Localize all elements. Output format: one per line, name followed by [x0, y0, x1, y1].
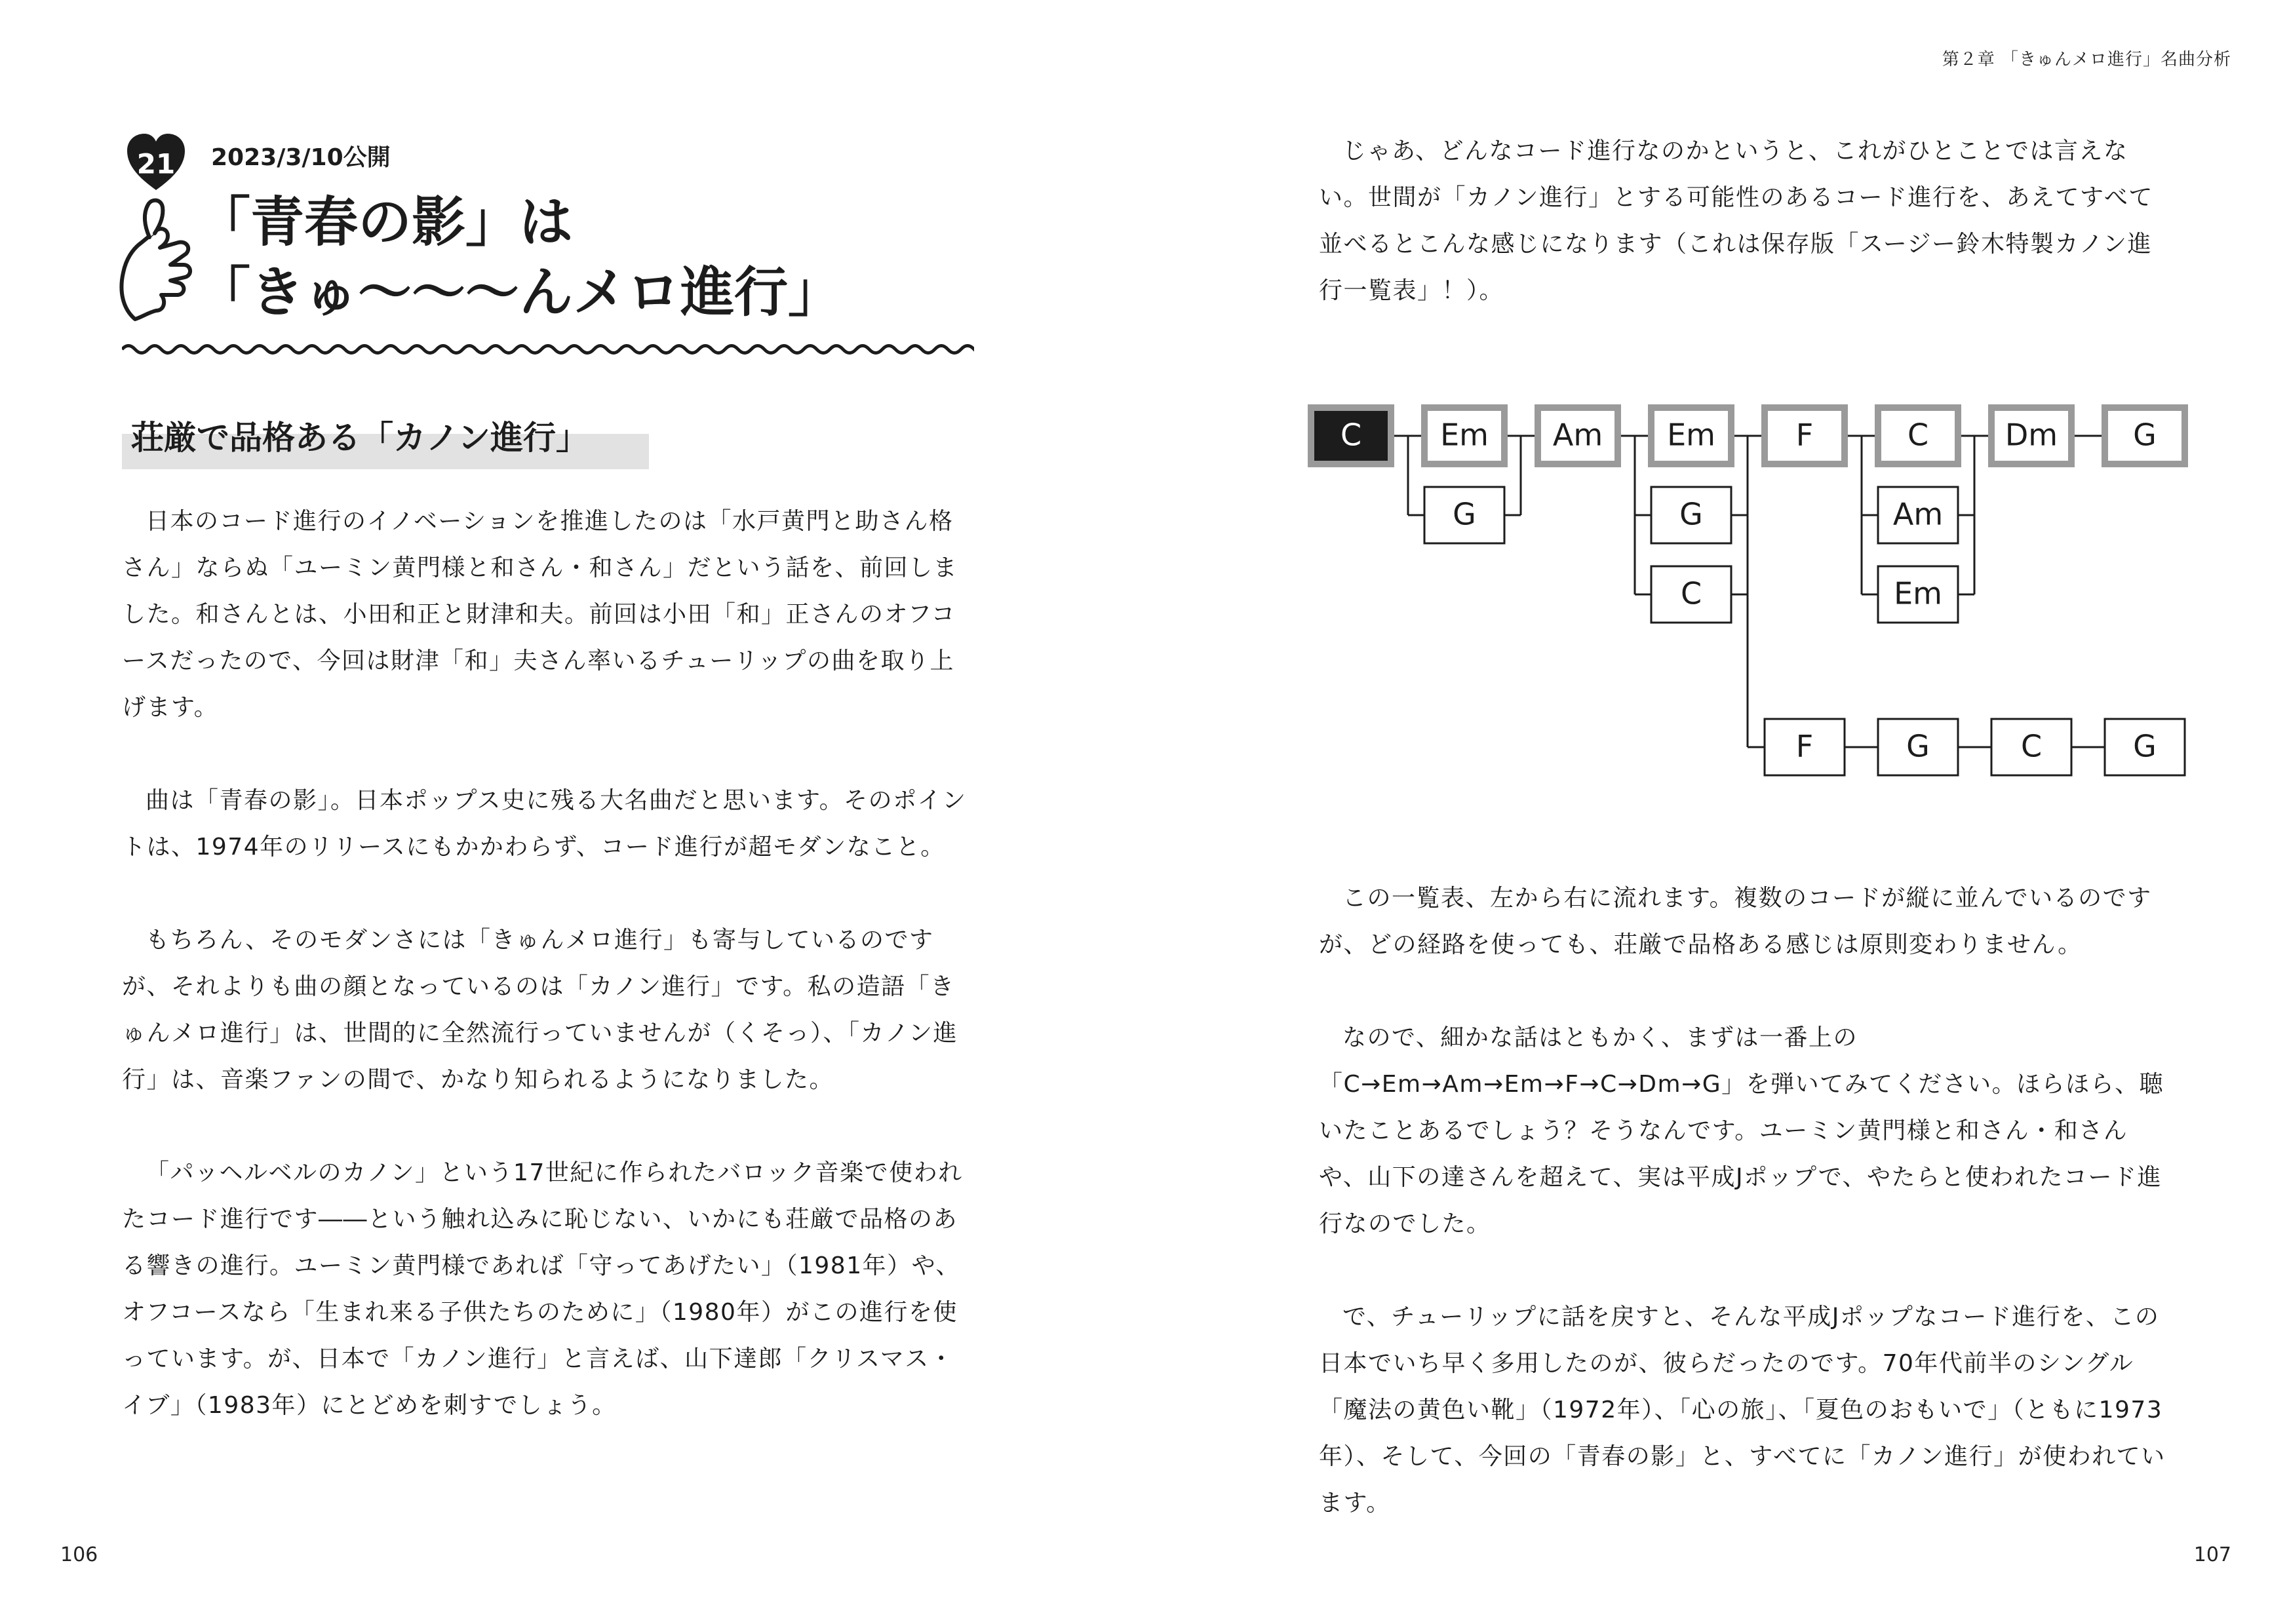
chord-label: Dm [2005, 417, 2058, 453]
running-head: 第２章 「きゅんメロ進行」名曲分析 [1942, 50, 2231, 69]
chord-label: G [1453, 496, 1476, 532]
canon-progression-chart [1304, 401, 2189, 781]
chord-label: Am [1892, 496, 1944, 532]
page-number-left: 106 [60, 1543, 98, 1566]
finger-heart-hand-icon [115, 191, 202, 322]
chord-label: Em [1667, 417, 1715, 453]
chord-label: C [1907, 417, 1929, 453]
publication-date: 2023/3/10公開 [211, 144, 391, 171]
paragraph: この一覧表、左から右に流れます。複数のコードが縦に並んでいるのですが、どの経路を使っても、荘厳で品格ある感じは原則変わりません。 [1319, 885, 2152, 958]
section-subhead: 荘厳で品格ある「カノン進行」 [131, 418, 589, 457]
heart-badge [125, 131, 187, 194]
left-body-text [122, 498, 977, 1475]
chord-label: G [1679, 496, 1703, 532]
paragraph: じゃあ、どんなコード進行なのかというと、これがひとことでは言えない。世間が「カノン進行」とする可能性のあるコード進行を、あえてすべて並べるとこんな感じになります（これは保存版「スージー鈴木特製カノン進行一覧表」！）。 [1319, 138, 2153, 304]
paragraph: もちろん、そのモダンさには「きゅんメロ進行」も寄与しているのですが、それよりも曲の顔となっているのは「カノン進行」です。私の造語「きゅんメロ進行」は、世間的に全然流行っていませんが（くそっ）、「カノン進行」は、音楽ファンの間で、かなり知られるようになりました。 [122, 927, 958, 1093]
page-number-right: 107 [2193, 1543, 2231, 1566]
paragraph: 「パッヘルベルのカノン」という17世紀に作られたバロック音楽で使われたコード進行です――という触れ込みに恥じない、いかにも荘厳で品格のある響きの進行。ユーミン黄門様であれば「守ってあげたい」（1981年）や、オフコースなら「生まれ来る子供たちのために」（1980年）がこの進行を使っています。が、日本で「カノン進行」と言えば、山下達郎「クリスマス・イブ」（1983年）にとどめを刺すでしょう。 [122, 1159, 963, 1419]
title-line-1: 「青春の影」は [197, 191, 574, 254]
chord-label: G [2133, 417, 2157, 453]
wavy-divider [122, 341, 974, 358]
chord-label: Am [1552, 417, 1603, 453]
right-body-text [1319, 875, 2174, 1573]
chord-label: C [2020, 728, 2043, 764]
paragraph: 日本のコード進行のイノベーションを推進したのは「水戸黄門と助さん格さん」ならぬ「ユーミン黄門様と和さん・和さん」だという話を、前回しました。和さんとは、小田和正と財津和夫。前回は小田「和」正さんのオフコースだったので、今回は財津「和」夫さん率いるチューリップの曲を取り上げます。 [122, 508, 958, 721]
chord-label: Em [1894, 575, 1942, 611]
chord-label: C [1680, 575, 1702, 611]
badge-number: 21 [136, 147, 176, 180]
chord-label: G [1906, 728, 1930, 764]
paragraph: なので、細かな話はともかく、まずは一番上の「C→Em→Am→Em→F→C→Dm→G」を弾いてみてください。ほらほら、聴いたことあるでしょう？そうなんです。ユーミン黄門様と和さん・和さんや、山下の達さんを超えて、実は平成Jポップで、やたらと使われたコード進行なのでした。 [1319, 1024, 2164, 1237]
paragraph: で、チューリップに話を戻すと、そんな平成Jポップなコード進行を、この日本でいち早く多用したのが、彼らだったのです。70年代前半のシングル「魔法の黄色い靴」（1972年）、「心の旅」、「夏色のおもいで」（ともに1973年）、そして、今回の「青春の影」と、すべてに「カノン進行」が使われています。 [1319, 1304, 2166, 1517]
right-intro-text [1319, 128, 2174, 360]
chord-label: G [2133, 728, 2157, 764]
paragraph: 曲は「青春の影」。日本ポップス史に残る大名曲だと思います。そのポイントは、1974年のリリースにもかかわらず、コード進行が超モダンなこと。 [122, 787, 967, 860]
chord-label: F [1795, 728, 1814, 764]
title-line-2: 「きゅ〜〜〜んメロ進行」 [197, 261, 842, 324]
chord-label: Em [1440, 417, 1489, 453]
chord-label: C [1340, 417, 1362, 453]
chord-label: F [1795, 417, 1814, 453]
